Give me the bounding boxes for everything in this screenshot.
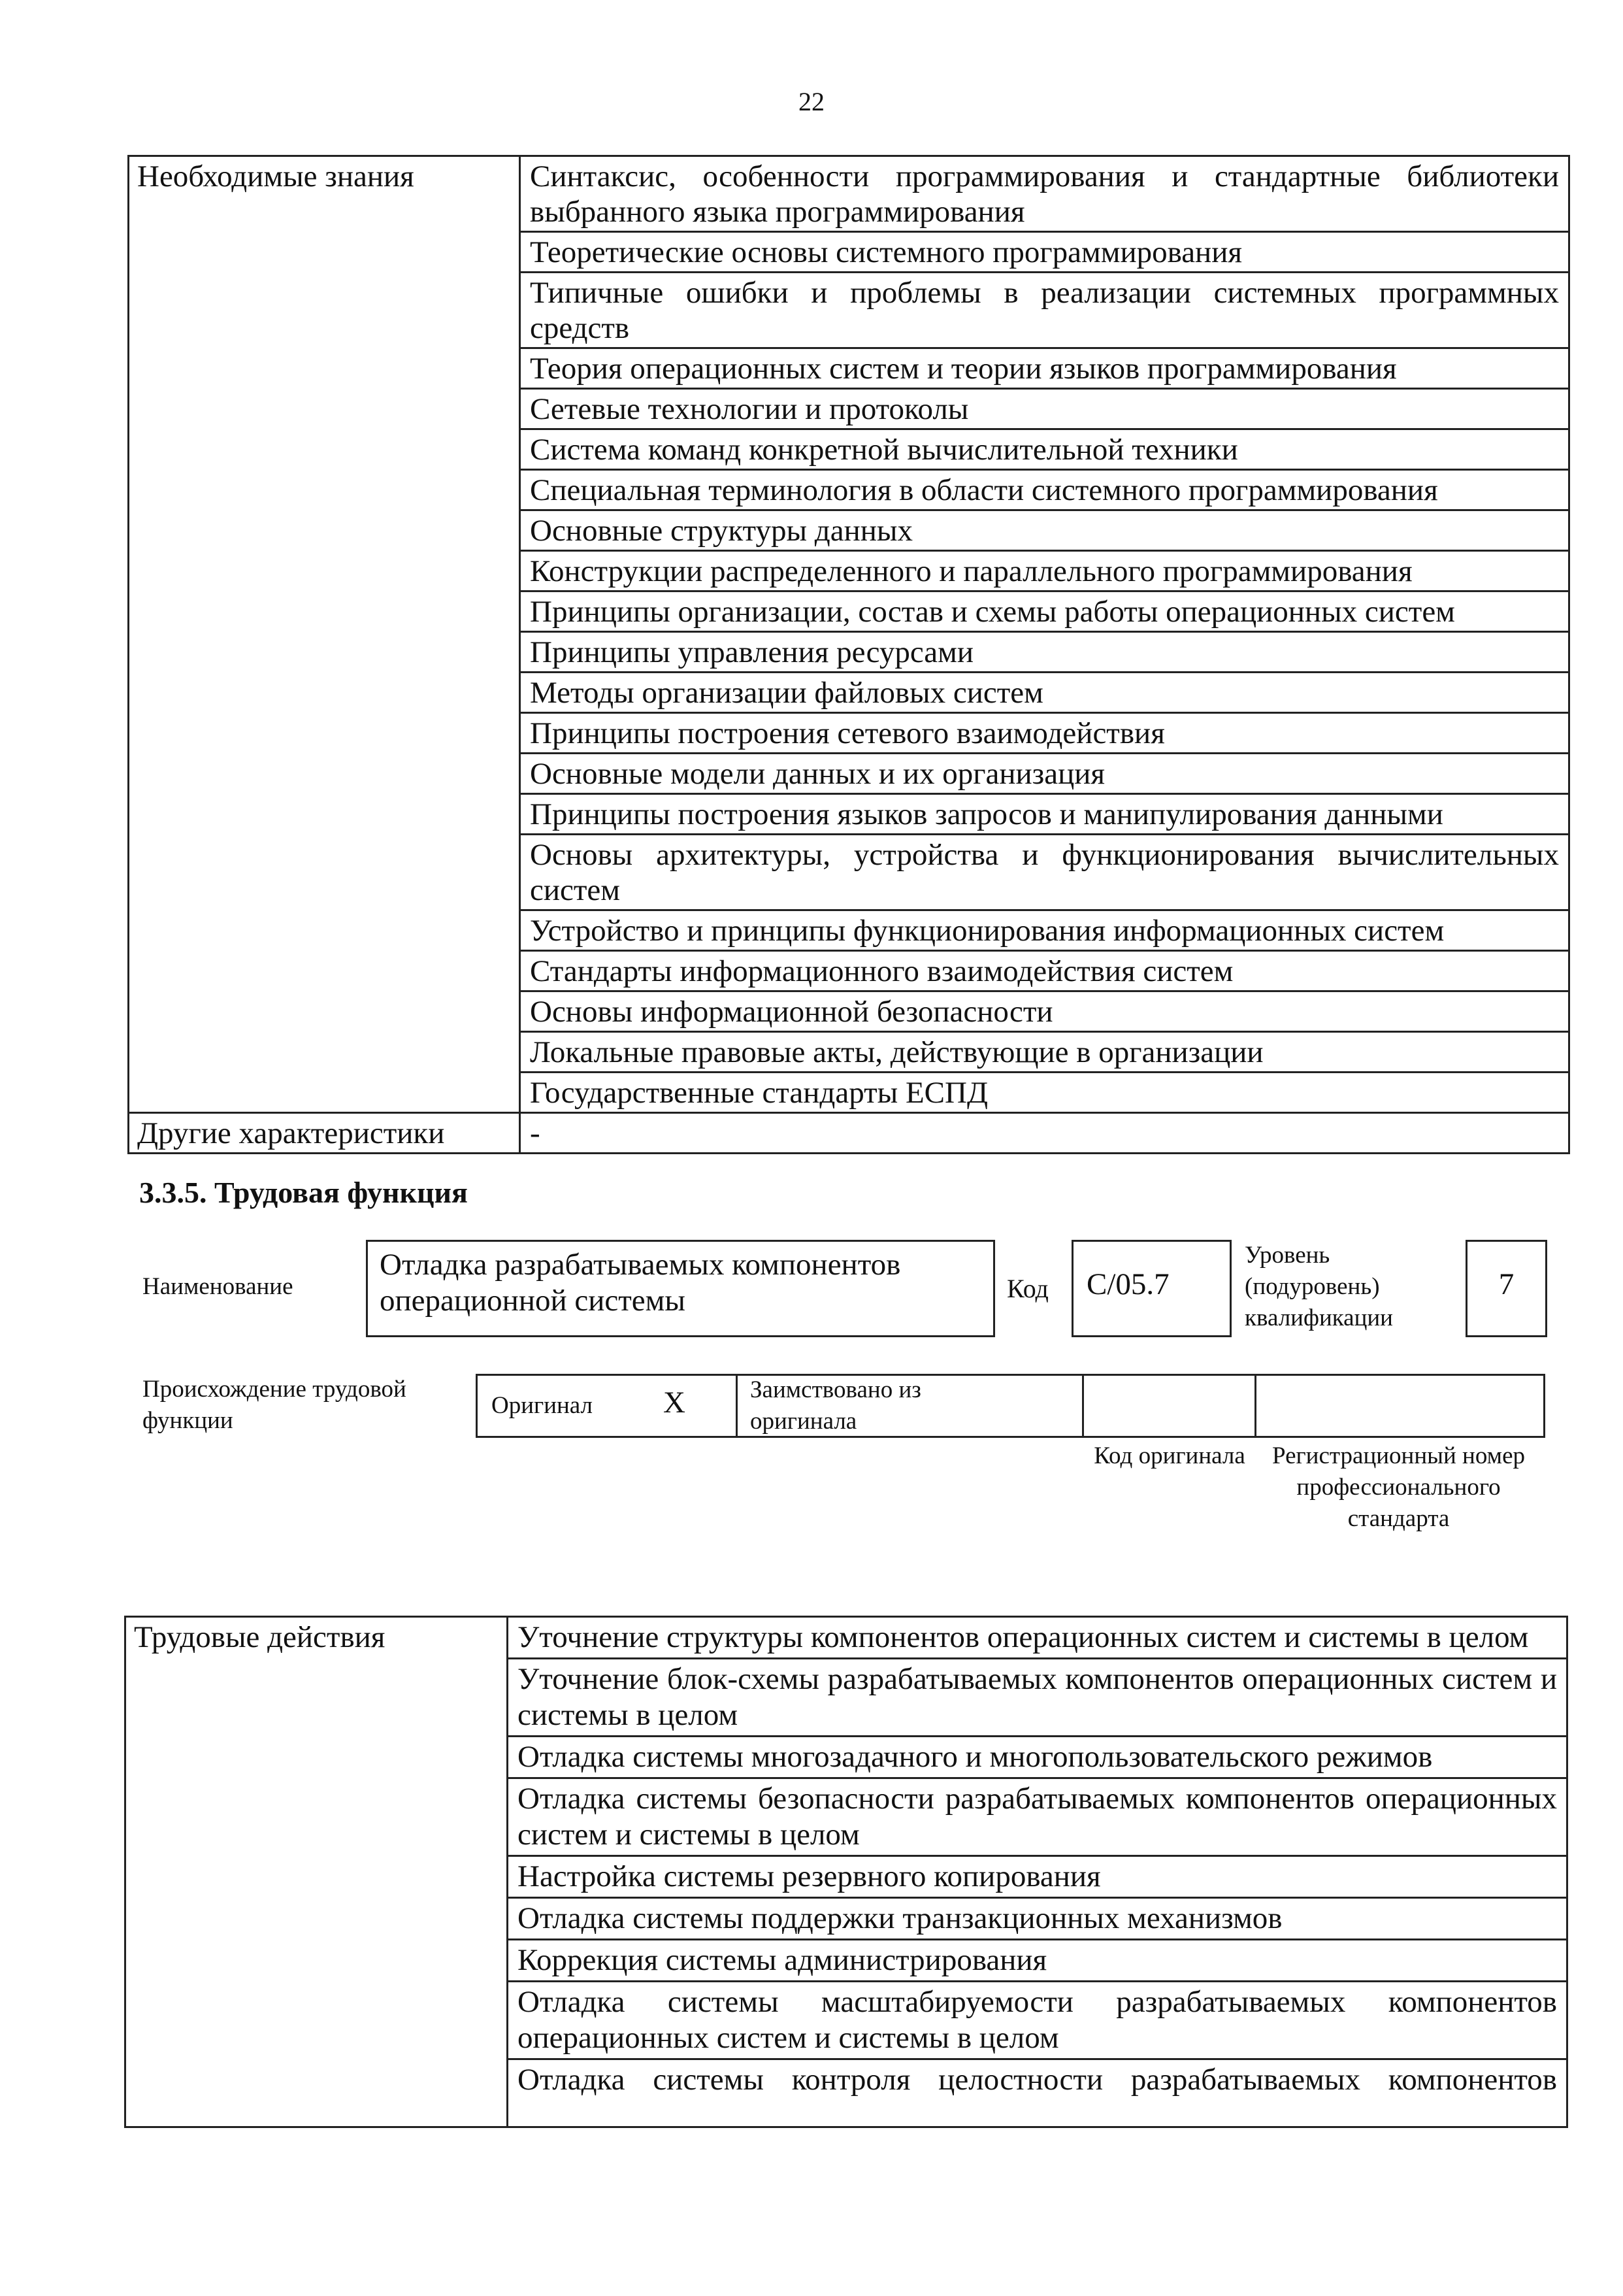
origin-box: [476, 1374, 1545, 1438]
knowledge-table: [127, 155, 1570, 1154]
knowledge-item: Принципы построения языков запросов и манипулирования данными: [520, 794, 1569, 835]
code-label: Код: [1007, 1274, 1049, 1303]
original-label: Оригинал: [491, 1392, 593, 1419]
knowledge-label: Необходимые знания: [129, 156, 520, 1113]
action-item: Уточнение структуры компонентов операционных систем и системы в целом: [508, 1617, 1567, 1659]
knowledge-item: Основы архитектуры, устройства и функционирования вычислительных систем: [520, 835, 1569, 910]
table-row: [129, 1113, 1569, 1154]
code-value-box: [1072, 1240, 1232, 1337]
knowledge-item: Локальные правовые акты, действующие в организации: [520, 1032, 1569, 1073]
knowledge-item: Теоретические основы системного программирования: [520, 232, 1569, 273]
level-label: Уровень (подуровень) квалификации: [1245, 1242, 1393, 1331]
action-item: Коррекция системы администрирования: [508, 1940, 1567, 1982]
name-value: Отладка разрабатываемых компонентов операционной системы: [380, 1248, 901, 1318]
actions-table: [124, 1616, 1568, 2128]
borrowed-label: Заимствовано из оригинала: [750, 1376, 921, 1435]
actions-label: Трудовые действия: [125, 1617, 508, 2127]
knowledge-item: Основы информационной безопасности: [520, 991, 1569, 1032]
knowledge-item: Основные модели данных и их организация: [520, 754, 1569, 794]
other-characteristics-value: -: [520, 1113, 1569, 1154]
knowledge-item: Теория операционных систем и теории языков программирования: [520, 348, 1569, 389]
knowledge-item: Государственные стандарты ЕСПД: [520, 1073, 1569, 1113]
action-item: Настройка системы резервного копирования: [508, 1856, 1567, 1898]
table-row: [125, 1617, 1567, 1659]
section-title: 3.3.5. Трудовая функция: [139, 1176, 468, 1209]
table-row: [129, 156, 1569, 232]
knowledge-item: Сетевые технологии и протоколы: [520, 389, 1569, 429]
knowledge-item: Принципы организации, состав и схемы работы операционных систем: [520, 591, 1569, 632]
knowledge-item: Система команд конкретной вычислительной техники: [520, 429, 1569, 470]
knowledge-item: Типичные ошибки и проблемы в реализации системных программных средств: [520, 273, 1569, 348]
knowledge-item: Синтаксис, особенности программирования и стандартные библиотеки выбранного языка программирования: [520, 156, 1569, 232]
knowledge-item: Принципы управления ресурсами: [520, 632, 1569, 673]
knowledge-item: Принципы построения сетевого взаимодействия: [520, 713, 1569, 754]
action-item: Отладка системы контроля целостности разрабатываемых компонентов: [508, 2059, 1567, 2127]
action-item: Уточнение блок-схемы разрабатываемых компонентов операционных систем и системы в целом: [508, 1659, 1567, 1737]
origin-divider-3: [1254, 1374, 1256, 1438]
page-number: 22: [798, 87, 825, 116]
knowledge-item: Основные структуры данных: [520, 510, 1569, 551]
action-item: Отладка системы поддержки транзакционных механизмов: [508, 1898, 1567, 1940]
original-mark: X: [663, 1386, 685, 1420]
knowledge-item: Стандарты информационного взаимодействия систем: [520, 951, 1569, 991]
name-value-box: [366, 1240, 995, 1337]
reg-number-caption: Регистрационный номер профессионального стандарта: [1271, 1442, 1525, 1532]
other-characteristics-label: Другие характеристики: [129, 1113, 520, 1154]
code-value: C/05.7: [1087, 1267, 1170, 1301]
level-value-box: [1466, 1240, 1547, 1337]
level-value: 7: [1498, 1267, 1515, 1301]
action-item: Отладка системы многозадачного и многопользовательского режимов: [508, 1737, 1567, 1778]
knowledge-item: Конструкции распределенного и параллельного программирования: [520, 551, 1569, 591]
action-item: Отладка системы безопасности разрабатываемых компонентов операционных систем и системы в целом: [508, 1778, 1567, 1856]
action-item: Отладка системы масштабируемости разрабатываемых компонентов операционных систем и системы в целом: [508, 1982, 1567, 2059]
knowledge-item: Специальная терминология в области системного программирования: [520, 470, 1569, 510]
knowledge-item: Методы организации файловых систем: [520, 673, 1569, 713]
origin-divider-2: [1082, 1374, 1084, 1438]
name-label: Наименование: [142, 1273, 293, 1300]
knowledge-item: Устройство и принципы функционирования информационных систем: [520, 910, 1569, 951]
origin-label: Происхождение трудовой функции: [142, 1376, 406, 1434]
code-original-caption: Код оригинала: [1094, 1442, 1245, 1469]
origin-divider-1: [736, 1374, 738, 1438]
